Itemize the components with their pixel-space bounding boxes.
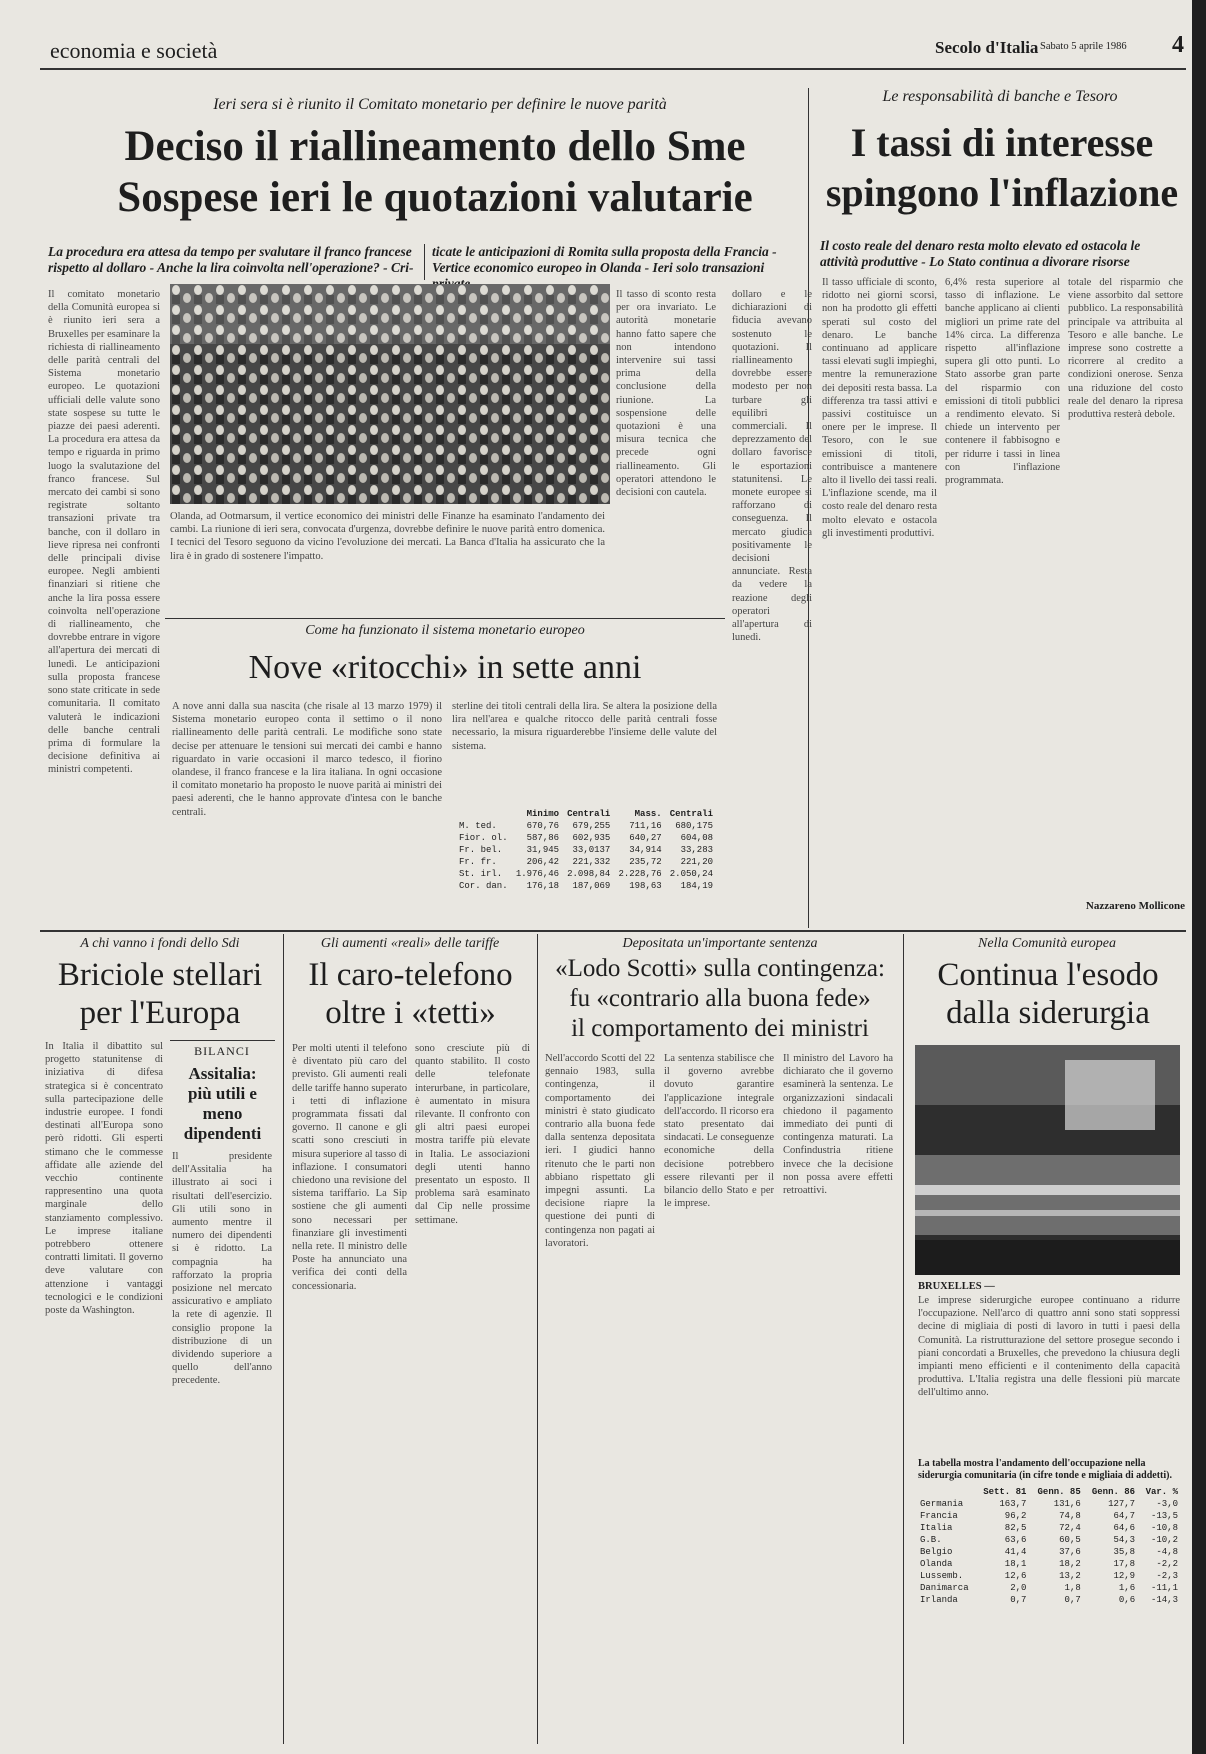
- sme-headline-line2: Sospese ieri le quotazioni valutarie: [117, 174, 753, 221]
- ritocchi-table: [455, 808, 717, 892]
- table-cell: St. irl.: [459, 869, 503, 879]
- table-cell: Fr. fr.: [459, 857, 497, 867]
- siderurgia-table: [916, 1486, 1182, 1606]
- telefono-body-col1: Per molti utenti il telefono è diventato più caro del previsto. Gli aumenti reali delle tariffe hanno superato i tetti di inflazione programmata fissati dal governo. Il canone e gli scatti sono cresciuti in misura superiore al tasso di inflazione. I consumatori chiedono una revisione del sistema tariffario. La Sip sostiene che gli aumenti sono necessari per finanziare gli investimenti nella rete. Il ministro delle Poste ha annunciato una verifica dei conti della concessionaria.: [292, 1043, 407, 1292]
- ritocchi-header-2: Centrali: [567, 809, 611, 819]
- table-cell: 235,72: [629, 857, 662, 867]
- table-cell: 1,6: [1118, 1583, 1136, 1593]
- table-cell: Olanda: [920, 1559, 953, 1569]
- table-cell: 35,8: [1113, 1547, 1136, 1557]
- tassi-body-col2: 6,4% resta superiore al tasso di inflazione. Le banche applicano ai clienti migliori un prime rate del 14% circa. La differenza rispetto all'inflazione supera gli otto punti. Lo Stato assorbe gran parte del risparmio con emissioni di titoli pubblici a rendimento elevato. Si chiede un intervento per contenere il fabbisogno e per ridurre i tassi in linea con l'inflazione programmata.: [945, 277, 1060, 487]
- table-cell: -13,5: [1150, 1511, 1178, 1521]
- siderurgia-header-4: Var. %: [1145, 1487, 1178, 1497]
- masthead: [0, 0, 1192, 70]
- table-cell: 37,6: [1059, 1547, 1081, 1557]
- table-cell: 13,2: [1059, 1571, 1081, 1581]
- table-cell: 74,8: [1059, 1511, 1081, 1521]
- siderurgia-body: Le imprese siderurgiche europee continuano a ridurre l'occupazione. Nell'arco di quattro anni sono stati soppressi decine di migliaia di posti di lavoro in tutti i paesi della Comunità. La ristrutturazione del settore prosegue secondo i piani concordati a Bruxelles, che prevedono la chiusura degli impianti meno efficienti e il contenimento della capacità produttiva. L'Italia registra una delle flessioni più marcate dell'ultimo anno.: [918, 1295, 1180, 1399]
- ritocchi-kicker: Come ha funzionato il sistema monetario europeo: [305, 623, 585, 638]
- ritocchi-headline: Nove «ritocchi» in sette anni: [248, 649, 642, 686]
- table-cell: 670,76: [526, 821, 560, 831]
- bilanci-body: Il presidente dell'Assitalia ha illustrato ai soci i risultati dell'esercizio. Gli utili sono in aumento mentre il numero dei dipendenti si è ridotto. La compagnia ha rafforzato la propria posizione nel mercato assicurativo e ampliato la rete di agenzie. Il consiglio propone la distribuzione di un dividendo superiore a quello dell'anno precedente.: [172, 1151, 272, 1387]
- siderurgia-headline-line2: dalla siderurgia: [946, 995, 1150, 1031]
- top-center-divider: [808, 88, 809, 928]
- table-cell: 711,16: [629, 821, 662, 831]
- ritocchi-header-1: Minimo: [526, 809, 560, 819]
- table-row: [916, 1534, 1182, 1546]
- telefono-headline-line1: Il caro-telefono: [308, 957, 513, 993]
- scotti-headline-line3: il comportamento dei ministri: [571, 1015, 869, 1042]
- table-row: [916, 1570, 1182, 1582]
- table-cell: -3,0: [1156, 1499, 1178, 1509]
- bilanci-title: Assitalia: più utili e meno dipendenti: [183, 1064, 262, 1143]
- table-cell: Irlanda: [920, 1595, 958, 1605]
- telefono-body-col2: sono cresciute più di quanto stabilito. Il costo delle telefonate interurbane, in particolare, è aumentato in misura rilevante. Il confronto con gli altri paesi europei mostra tariffe più elevate in Italia. Le associazioni degli utenti hanno presentato un esposto. Il problema sarà esaminato dal Cip nelle prossime settimane.: [415, 1043, 530, 1226]
- table-cell: 31,945: [526, 845, 560, 855]
- table-row: [916, 1498, 1182, 1510]
- table-cell: 1,8: [1064, 1583, 1081, 1593]
- table-cell: Italia: [920, 1523, 953, 1533]
- section-title: economia e società: [50, 38, 218, 63]
- sme-body-col3: Il tasso di sconto resta per ora invariato. Le autorità monetarie hanno fatto sapere che non intendono intervenire sui tassi prima della conclusione della riunione. La sospensione delle quotazioni è una misura tecnica che precede ogni riallineamento. Gli operatori attendono le decisioni con cautela.: [616, 289, 716, 499]
- telefono-kicker: Gli aumenti «reali» delle tariffe: [320, 936, 500, 951]
- tassi-headline-line2: spingono l'inflazione: [825, 170, 1179, 215]
- table-cell: -10,8: [1150, 1523, 1178, 1533]
- masthead-rule: [40, 68, 1186, 70]
- table-cell: 604,08: [680, 833, 713, 843]
- tassi-summary: Il costo reale del denaro resta molto elevato ed ostacola le attività produttive - Lo Stato continua a divorare risorse: [820, 238, 1141, 269]
- table-cell: 0,6: [1118, 1595, 1136, 1605]
- table-cell: 0,7: [1064, 1595, 1081, 1605]
- crowd-photo-image: [170, 284, 610, 504]
- page-number: 4: [1172, 32, 1184, 58]
- table-cell: 17,8: [1113, 1559, 1136, 1569]
- scotti-body-col2: La sentenza stabilisce che il governo avrebbe dovuto garantire l'applicazione integrale dell'accordo. Il ricorso era stato presentato dai sindacati. Le conseguenze economiche della decisione potrebbero essere rilevanti per il bilancio dello Stato e per le imprese.: [664, 1053, 774, 1210]
- table-row: [455, 820, 717, 832]
- table-cell: -4,8: [1156, 1547, 1178, 1557]
- table-cell: 131,6: [1053, 1499, 1081, 1509]
- table-cell: 679,255: [572, 821, 611, 831]
- sme-kicker: Ieri sera si è riunito il Comitato monetario per definire le nuove parità: [213, 96, 667, 113]
- bottom-divider-3: [903, 934, 904, 1744]
- table-cell: 221,20: [680, 857, 713, 867]
- scotti-body-col1: Nell'accordo Scotti del 22 gennaio 1983, sulla contingenza, il comportamento dei ministri è stato giudicato contrario alla buona fede dalla sentenza depositata ieri. I giudici hanno ritenuto che le parti non abbiano rispettato gli impegni assunti. La decisione riapre la questione dei punti di contingenza non pagati ai lavoratori.: [545, 1053, 655, 1249]
- tassi-body-col3: totale del risparmio che viene assorbito dal settore pubblico. La responsabilità principale va attribuita al Tesoro e alle banche. Le imprese sono costrette a ricorrere al credito a condizioni onerose. Senza una riduzione del costo reale del denaro la ripresa produttiva resterà debole.: [1068, 277, 1183, 421]
- table-cell: 602,935: [572, 833, 611, 843]
- table-cell: Francia: [920, 1511, 958, 1521]
- table-cell: 64,7: [1113, 1511, 1136, 1521]
- table-cell: 221,332: [572, 857, 611, 867]
- sdi-headline-line1: Briciole stellari: [57, 957, 263, 993]
- table-cell: 34,914: [629, 845, 662, 855]
- bottom-divider-2: [537, 934, 538, 1744]
- table-cell: 72,4: [1059, 1523, 1081, 1533]
- table-cell: 176,18: [526, 881, 560, 891]
- table-cell: 184,19: [680, 881, 713, 891]
- table-row: [916, 1558, 1182, 1570]
- table-cell: Belgio: [920, 1547, 953, 1557]
- crowd-photo: [170, 284, 610, 504]
- siderurgia-table-title: La tabella mostra l'andamento dell'occupazione nella siderurgia comunitaria (in cifre tonde e migliaia di addetti).: [918, 1458, 1172, 1481]
- table-cell: -2,2: [1156, 1559, 1178, 1569]
- table-row: [455, 880, 717, 892]
- sme-body-col2: Olanda, ad Ootmarsum, il vertice economico dei ministri delle Finanze ha esaminato l'andamento dei cambi. La riunione di ieri sera, convocata d'urgenza, dovrebbe definire le nuove parità entro domenica. I tecnici del Tesoro seguono da vicino l'evoluzione dei mercati. La Banca d'Italia ha assicurato che la lira è in grado di sostenere l'impatto.: [170, 511, 605, 562]
- sdi-headline-line2: per l'Europa: [79, 995, 241, 1031]
- table-row: [455, 832, 717, 844]
- siderurgia-header-1: Sett. 81: [983, 1487, 1027, 1497]
- sme-body-col4: dollaro e le dichiarazioni di fiducia avevano sostenuto le quotazioni. Il riallineamento dovrebbe essere modesto per non turbare gli equilibri commerciali. Il deprezzamento del dollaro favorisce le esportazioni statunitensi. Le monete europee si rafforzano di conseguenza. Il mercato giudica positivamente le decisioni annunciate. Resta da vedere la reazione degli operatori all'apertura di lunedì.: [732, 289, 812, 644]
- table-cell: 18,1: [1004, 1559, 1027, 1569]
- scotti-body-col3: Il ministro del Lavoro ha dichiarato che il governo esaminerà la sentenza. Le organizzazioni sindacali chiedono il pagamento immediato dei punti di contingenza maturati. La Confindustria ritiene invece che la decisione non possa avere effetti retroattivi.: [783, 1053, 893, 1197]
- newspaper-name: Secolo d'Italia: [935, 38, 1039, 57]
- table-cell: 680,175: [675, 821, 713, 831]
- table-row: [916, 1510, 1182, 1522]
- table-cell: -11,1: [1150, 1583, 1178, 1593]
- tassi-byline: Nazzareno Mollicone: [1085, 900, 1185, 912]
- table-cell: Fr. bel.: [459, 845, 503, 855]
- table-row: [916, 1594, 1182, 1606]
- table-cell: 163,7: [999, 1499, 1027, 1509]
- table-cell: Danimarca: [920, 1583, 969, 1593]
- ritocchi-header-0: [455, 808, 512, 820]
- sdi-kicker: A chi vanno i fondi dello Sdi: [80, 936, 240, 951]
- scotti-kicker: Depositata un'importante sentenza: [622, 936, 818, 951]
- bottom-divider-1: [283, 934, 284, 1744]
- table-cell: 1.976,46: [515, 869, 560, 879]
- table-cell: Cor. dan.: [459, 881, 508, 891]
- bilanci-label: BILANCI: [194, 1044, 250, 1058]
- table-cell: 640,27: [629, 833, 662, 843]
- siderurgia-header-3: Genn. 86: [1091, 1487, 1136, 1497]
- sme-headline-line1: Deciso il riallineamento dello Sme: [124, 123, 746, 170]
- table-cell: 2,0: [1010, 1583, 1027, 1593]
- tassi-headline-line1: I tassi di interesse: [850, 120, 1154, 165]
- steel-photo: [915, 1045, 1180, 1275]
- sme-summary-b: ticate le anticipazioni di Romita sulla proposta della Francia - Vertice economico europeo in Olanda - Ieri solo transazioni: [432, 244, 777, 275]
- table-cell: -10,2: [1150, 1535, 1178, 1545]
- table-cell: 2.098,84: [567, 869, 611, 879]
- table-cell: -2,3: [1156, 1571, 1178, 1581]
- siderurgia-header-2: Genn. 85: [1037, 1487, 1081, 1497]
- table-cell: 54,3: [1113, 1535, 1136, 1545]
- table-cell: Lussemb.: [920, 1571, 964, 1581]
- table-row: [455, 868, 717, 880]
- issue-date: Sabato 5 aprile 1986: [1040, 41, 1127, 52]
- mid-page-rule: [40, 930, 1186, 932]
- table-cell: M. ted.: [459, 821, 497, 831]
- siderurgia-header-0: [916, 1486, 976, 1498]
- ritocchi-body-b: sterline dei titoli centrali della lira. Se altera la posizione della lira nell'area e qualche ritocco delle parità centrali fosse necessario, la misura riguarderebbe l'insieme delle valute del sistema.: [452, 701, 717, 752]
- sme-summary-divider: [424, 244, 425, 280]
- scan-edge: [1192, 0, 1206, 1754]
- tassi-body-col1: Il tasso ufficiale di sconto, ridotto nei giorni scorsi, non ha prodotto gli effetti sperati sul costo del denaro. Le banche continuano ad applicare tassi elevati sugli impieghi, mentre la remunerazione dei depositi resta bassa. La differenza tra tassi attivi e passivi costituisce un onere per le imprese. Il Tesoro, con le sue emissioni di titoli, contribuisce a mantenere alto il livello dei tassi reali. L'inflazione scende, ma il costo reale del denaro resta molto elevato e ostacola gli investimenti produttivi.: [822, 277, 937, 539]
- ritocchi-header-4: Centrali: [669, 809, 713, 819]
- table-cell: G.B.: [920, 1535, 942, 1545]
- sme-body-col1: Il comitato monetario della Comunità europea si è riunito ieri sera a Bruxelles per esaminare la richiesta di riallineamento delle parità centrali del Sistema monetario europeo. Le quotazioni ufficiali delle valute sono state sospese su tutte le piazze dei paesi aderenti. La procedura era attesa da tempo e riguarda in primo luogo la svalutazione del franco francese. Sul mercato dei cambi si sono registrate soltanto transazioni private tra banche, con il dollaro in lieve ripresa nei confronti delle principali divise europee. Negli ambienti finanziari si ritiene che anche la lira possa essere coinvolta nell'operazione di riallineamento, che dovrebbe entrare in vigore all'apertura dei mercati di lunedì. Le anticipazioni sulla proposta francese sono state criticate in sede comunitaria. Il comitato valuterà le indicazioni delle banche centrali prima di formulare la decisione definitiva ai ministri competenti.: [48, 289, 160, 776]
- ritocchi-body-a: A nove anni dalla sua nascita (che risale al 13 marzo 1979) il Sistema monetario europeo conta il settimo o il nono riallineamento delle parità centrali. Le modifiche sono state decise per attenuare le tensioni sui mercati dei cambi e hanno riguardato in varie occasioni il marco tedesco, il fiorino olandese, il franco francese e la lira italiana. In ogni occasione il comitato monetario ha proposto le nuove parità ai ministri dei paesi aderenti, che le hanno approvate d'intesa con le banche centrali.: [172, 701, 442, 818]
- table-cell: 12,9: [1113, 1571, 1136, 1581]
- table-row: [455, 844, 717, 856]
- table-cell: 12,6: [1004, 1571, 1027, 1581]
- table-cell: 198,63: [629, 881, 662, 891]
- siderurgia-caption-place: BRUXELLES —: [918, 1281, 995, 1292]
- bilanci-box-top: [170, 1040, 275, 1041]
- table-cell: 60,5: [1059, 1535, 1081, 1545]
- table-cell: 41,4: [1004, 1547, 1027, 1557]
- scotti-headline-line2: fu «contrario alla buona fede»: [569, 985, 871, 1012]
- table-cell: 127,7: [1108, 1499, 1136, 1509]
- table-row: [916, 1522, 1182, 1534]
- table-cell: 587,86: [526, 833, 560, 843]
- scotti-headline-line1: «Lodo Scotti» sulla contingenza:: [555, 955, 885, 982]
- table-cell: 33,283: [680, 845, 713, 855]
- table-cell: Germania: [920, 1499, 964, 1509]
- ritocchi-header-3: Mass.: [634, 809, 662, 819]
- siderurgia-headline-line1: Continua l'esodo: [937, 957, 1159, 993]
- table-cell: 206,42: [526, 857, 560, 867]
- sdi-body-col1: In Italia il dibattito sul progetto statunitense di iniziativa di difesa strategica si è concentrato sulla partecipazione delle industrie europee. I fondi destinati all'Europa sono però ridotti. Gli esperti stimano che le commesse affidate alle aziende del vecchio continente rappresentino una quota marginale dello stanziamento complessivo. Le imprese italiane potrebbero ottenere contratti limitati. Il governo deve valutare con attenzione i vantaggi tecnologici e le condizioni poste da Washington.: [45, 1041, 163, 1317]
- tassi-kicker: Le responsabilità di banche e Tesoro: [882, 88, 1118, 105]
- table-cell: 82,5: [1004, 1523, 1027, 1533]
- siderurgia-kicker: Nella Comunità europea: [978, 936, 1116, 951]
- table-cell: 64,6: [1113, 1523, 1136, 1533]
- sme-summary-a: La procedura era attesa da tempo per svalutare il franco francese rispetto al dollaro - Anche la lira coinvolta nell'operazione? - Cri-: [48, 244, 414, 275]
- table-cell: 187,069: [572, 881, 611, 891]
- table-cell: Fior. ol.: [459, 833, 508, 843]
- table-cell: -14,3: [1150, 1595, 1178, 1605]
- table-cell: 0,7: [1010, 1595, 1027, 1605]
- table-row: [916, 1546, 1182, 1558]
- table-row: [455, 856, 717, 868]
- table-cell: 2.050,24: [669, 869, 713, 879]
- table-cell: 2.228,76: [618, 869, 662, 879]
- table-row: [916, 1582, 1182, 1594]
- ritocchi-box-top: [165, 618, 725, 619]
- steel-photo-image: [915, 1045, 1180, 1275]
- table-cell: 96,2: [1004, 1511, 1027, 1521]
- table-cell: 33,0137: [572, 845, 611, 855]
- table-cell: 18,2: [1059, 1559, 1081, 1569]
- table-cell: 63,6: [1004, 1535, 1027, 1545]
- telefono-headline-line2: oltre i «tetti»: [325, 995, 496, 1031]
